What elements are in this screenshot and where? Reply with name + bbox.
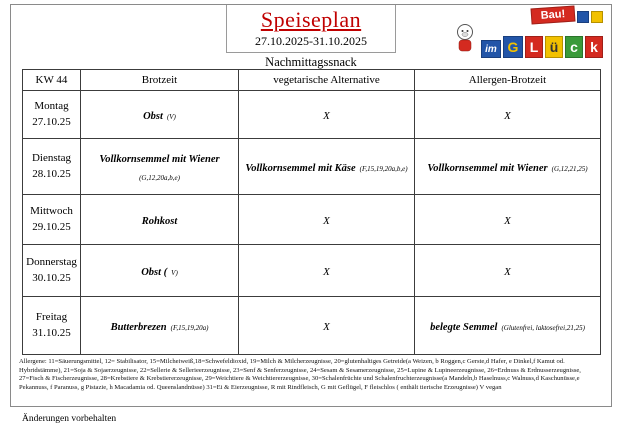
food-cell	[239, 91, 415, 139]
food-cell	[239, 297, 415, 355]
day-name: Donnerstag	[26, 255, 77, 268]
logo-letter-block: c	[565, 36, 583, 58]
allergen-code: (F,15,19,20a)	[170, 323, 209, 332]
menu-table	[22, 69, 601, 355]
logo-im-block: im	[481, 40, 501, 58]
logo	[447, 7, 603, 58]
logo-bottom-row	[447, 23, 603, 58]
food-cell	[415, 297, 601, 355]
food-name: X	[323, 109, 330, 122]
header-row	[23, 70, 601, 91]
food-name: X	[323, 214, 330, 227]
table-row	[23, 139, 601, 195]
changes-note: Änderungen vorbehalten	[22, 414, 117, 424]
date-range: 27.10.2025-31.10.2025	[255, 34, 367, 49]
table-row	[23, 245, 601, 297]
day-cell	[23, 91, 81, 139]
food-name: X	[504, 109, 511, 122]
food-cell	[415, 245, 601, 297]
day-name: Mittwoch	[30, 204, 73, 217]
food-name: X	[504, 214, 511, 227]
food-cell	[415, 195, 601, 245]
allergen-code: (F,15,19,20a,b,e)	[359, 164, 408, 173]
logo-block-icon	[591, 11, 603, 23]
day-date: 31.10.25	[32, 326, 71, 339]
food-name: X	[323, 265, 330, 278]
column-header-allergen: Allergen-Brotzeit	[415, 70, 601, 91]
logo-letter-block: L	[525, 36, 543, 58]
food-name: belegte Semmel	[430, 321, 498, 333]
day-date: 28.10.25	[32, 167, 71, 180]
food-name: Vollkornsemmel mit Wiener	[99, 153, 220, 165]
day-date: 27.10.25	[32, 115, 71, 128]
column-header-brotzeit: Brotzeit	[81, 70, 239, 91]
day-date: 30.10.25	[32, 271, 71, 284]
allergen-code: (G,12,20a,b,e)	[139, 173, 180, 182]
logo-block-icon	[577, 11, 589, 23]
allergen-legend: Allergene: 11=Säuerungsmittel, 12= Stabilisator, 15=Milcheiweiß,18=Schwefeldioxid, 19=Milch & Milcherzeugnisse, 20=glutenhaltiges Getreide(a Weizen, b Roggen,c Gerste,d Hafer, e Dinkel,f Kamut od. Hybridstämme), 21=Soja & Sojaerzeugnisse, 22=Sellerie & Sellerieerzeugnisse, 23=Senf & Senferzeugnisse, 24=Sesam & Sesamerzeugnisse, 25=Lupine & Lupineerzeugnisse, 26=Erdnuss & Erdnusserzeugnisse, 27=Fisch & Fischerzeugnisse, 28=Krebstiere & Krebstiererzeugnisse, 29=Weichtiere & Weichtiererzeugnisse, 30=Schalenfrüchte und Schalenfruchterzeugnisse(a Mandeln,b Haselnuss,c Walnuss,d Kaschunüsse,e Pekannuss, f Paranuss, g Pistazie, h Macadamia od. Queenslandnüsse) 31=Ei & Eierzeugnisse, R mit Rindfleisch, G mit Geflügel, F fleischlos ( enthält tierische Erzeugnisse) V vegan	[19, 358, 581, 391]
food-cell	[239, 139, 415, 195]
food-name: Rohkost	[141, 215, 178, 227]
table-row	[23, 297, 601, 355]
table-row	[23, 91, 601, 139]
allergen-code: (V)	[166, 112, 176, 121]
day-cell	[23, 195, 81, 245]
week-label: KW 44	[23, 70, 81, 91]
day-name: Freitag	[35, 310, 68, 323]
food-name: Obst	[143, 110, 163, 122]
day-cell	[23, 139, 81, 195]
food-cell	[239, 195, 415, 245]
logo-bau-block: Bau!	[530, 5, 575, 24]
table-row	[23, 195, 601, 245]
food-cell	[81, 195, 239, 245]
food-cell	[415, 91, 601, 139]
day-name: Dienstag	[31, 151, 72, 164]
food-name: Obst (	[141, 266, 168, 278]
day-name: Montag	[34, 99, 69, 112]
food-name: Butterbrezen	[110, 321, 167, 333]
allergen-code: (G,12,21,25)	[551, 164, 588, 173]
food-cell	[81, 297, 239, 355]
day-cell	[23, 245, 81, 297]
food-cell	[81, 245, 239, 297]
food-name: X	[323, 320, 330, 333]
food-name: Vollkornsemmel mit Käse	[245, 162, 356, 174]
food-cell	[81, 139, 239, 195]
document-frame	[10, 4, 612, 407]
food-name: X	[504, 265, 511, 278]
logo-top-row	[447, 7, 603, 23]
day-cell	[23, 297, 81, 355]
title-box	[226, 5, 396, 53]
logo-letter-block: k	[585, 36, 603, 58]
column-header-vegetarisch: vegetarische Alternative	[239, 70, 415, 91]
food-cell	[415, 139, 601, 195]
day-date: 29.10.25	[32, 220, 71, 233]
food-name: Vollkornsemmel mit Wiener	[427, 162, 548, 174]
logo-letter-block: ü	[545, 36, 563, 58]
food-cell	[239, 245, 415, 297]
allergen-code: (Glutenfrei, laktosefrei,21,25)	[501, 323, 585, 332]
food-cell	[81, 91, 239, 139]
mascot-icon	[453, 23, 477, 58]
meal-subtitle: Nachmittagssnack	[265, 55, 357, 69]
page-title: Speiseplan	[260, 7, 362, 32]
allergen-code: V)	[171, 268, 178, 277]
logo-letter-block: G	[503, 36, 523, 58]
